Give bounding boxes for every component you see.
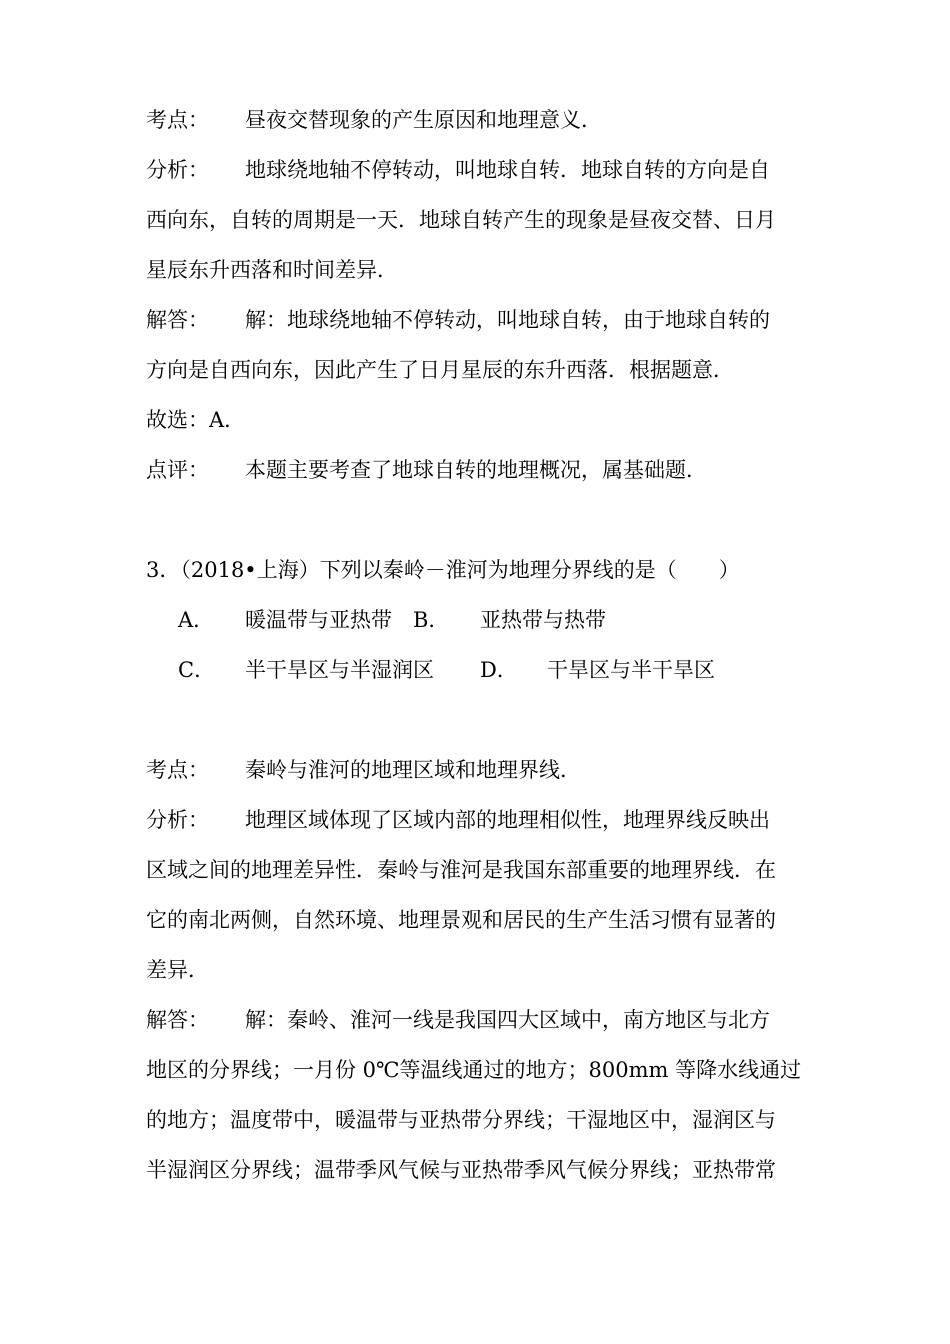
option-d-text: 干旱区与半干旱区: [547, 658, 715, 682]
question-stem: 3．（2018•上海）下列以秦岭－淮河为地理分界线的是（ ）: [146, 558, 740, 582]
option-a-key: A．: [178, 608, 215, 632]
fenxi-label: 分析：: [146, 158, 209, 182]
fenxi-line: 地理区域体现了区域内部的地理相似性，地理界线反映出: [245, 808, 770, 832]
jieda-line: 半湿润区分界线；温带季风气候与亚热带季风气候分界线；亚热带常: [146, 1158, 776, 1182]
option-b-key: B．: [413, 608, 450, 632]
option-a-text: 暖温带与亚热带: [245, 608, 392, 632]
fenxi-line: 地球绕地轴不停转动，叫地球自转．地球自转的方向是自: [245, 158, 770, 182]
jieda-line: 地区的分界线；一月份 0℃等温线通过的地方；800mm 等降水线通过: [146, 1058, 802, 1082]
jieda-line: 解：秦岭、淮河一线是我国四大区域中，南方地区与北方: [245, 1008, 770, 1032]
fenxi-line: 它的南北两侧，自然环境、地理景观和居民的生产生活习惯有显著的: [146, 908, 776, 932]
jieda-line: 故选：A．: [146, 408, 246, 432]
jieda-line: 方向是自西向东，因此产生了日月星辰的东升西落．根据题意．: [146, 358, 734, 382]
kaodian-text: 秦岭与淮河的地理区域和地理界线．: [245, 758, 581, 782]
fenxi-line: 区域之间的地理差异性．秦岭与淮河是我国东部重要的地理界线．在: [146, 858, 776, 882]
fenxi-line: 星辰东升西落和时间差异．: [146, 258, 398, 282]
option-d-key: D．: [480, 658, 518, 682]
fenxi-line: 差异．: [146, 958, 209, 982]
option-b-text: 亚热带与热带: [480, 608, 606, 632]
option-c-key: C．: [178, 658, 216, 682]
dianping-text: 本题主要考查了地球自转的地理概况，属基础题．: [245, 458, 707, 482]
kaodian-label: 考点：: [146, 758, 209, 782]
kaodian-label: 考点：: [146, 108, 209, 132]
jieda-label: 解答：: [146, 308, 209, 332]
fenxi-label: 分析：: [146, 808, 209, 832]
jieda-line: 的地方；温度带中，暖温带与亚热带分界线；干湿地区中，湿润区与: [146, 1108, 776, 1132]
jieda-line: 解：地球绕地轴不停转动，叫地球自转，由于地球自转的: [245, 308, 770, 332]
fenxi-line: 西向东，自转的周期是一天．地球自转产生的现象是昼夜交替、日月: [146, 208, 776, 232]
kaodian-text: 昼夜交替现象的产生原因和地理意义．: [245, 108, 602, 132]
dianping-label: 点评：: [146, 458, 209, 482]
jieda-label: 解答：: [146, 1008, 209, 1032]
option-c-text: 半干旱区与半湿润区: [245, 658, 434, 682]
